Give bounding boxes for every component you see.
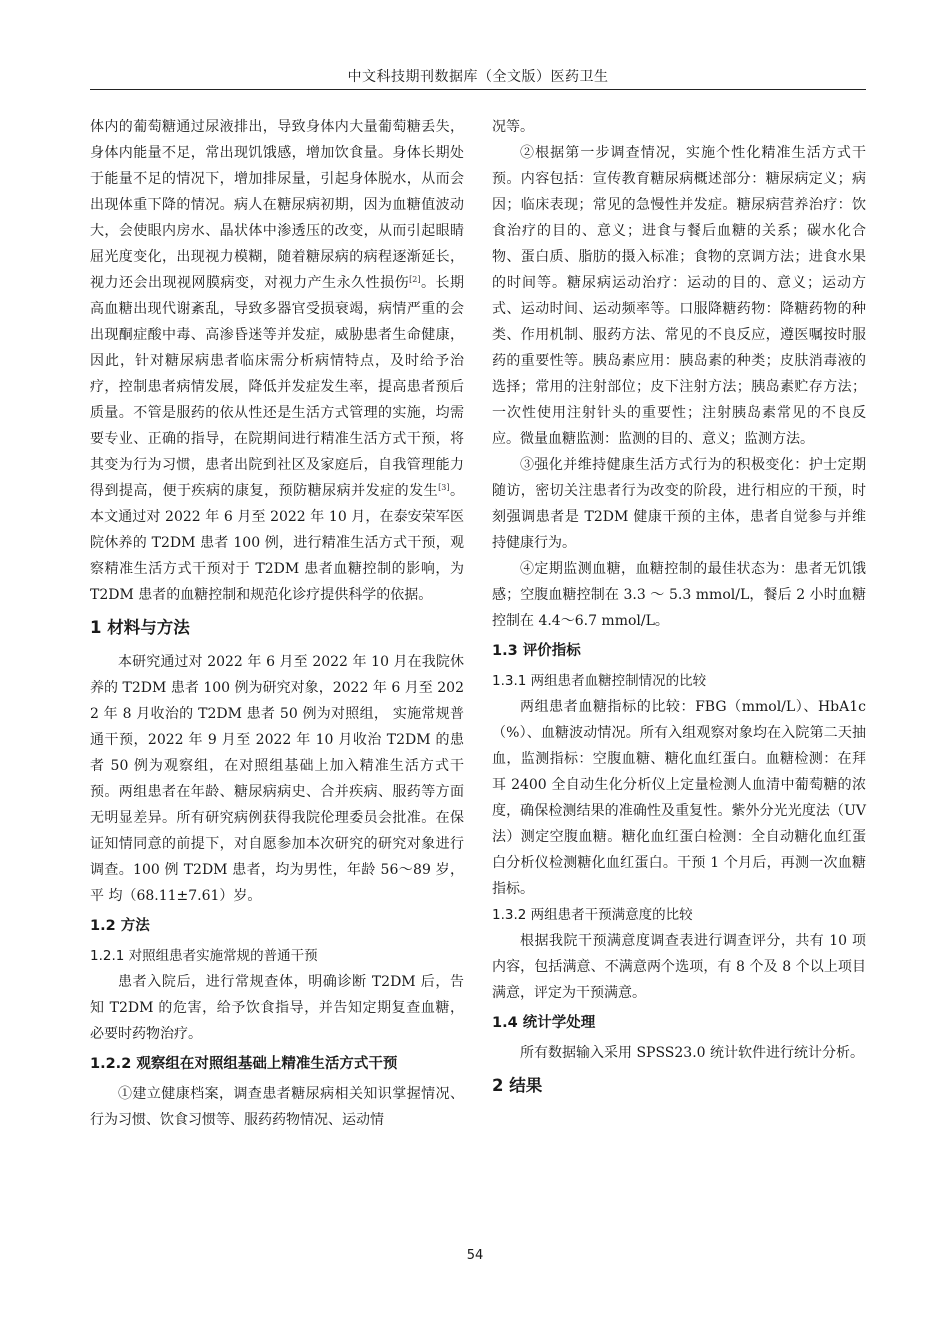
paragraph-personalized-intervention: ②根据第一步调查情况，实施个性化精准生活方式干预。内容包括：宣传教育糖尿病概述部分：糖尿病定义；病因；临床表现；常见的急慢性并发症。糖尿病营养治疗：饮食治疗的目的、意义；进食与餐后血糖的关系；碳水化合物、蛋白质、脂肪的摄入标准；食物的烹调方法；进食水果的时间等。糖尿病运动治疗：运动的目的、意义；运动方式、运动时间、运动频率等。口服降糖药物：降糖药物的种类、作用机制、服药方法、常见的不良反应，遵医嘱按时服药的重要性等。胰岛素应用：胰岛素的种类；皮肤消毒液的选择；常用的注射部位；皮下注射方法；胰岛素贮存方法；一次性使用注射针头的重要性；注射胰岛素常见的不良反应。微量血糖监测：监测的目的、意义；监测方法。 bbox=[492, 145, 866, 447]
intro-text-a: 体内的葡萄糖通过尿液排出，导致身体内大量葡萄糖丢失，身体内能量不足，常出现饥饿感，增加饮食量。身体长期处于能量不足的情况下，增加排尿量，引起身体脱水，从而会出现体重下降的情况。病人在糖尿病初期，因为血糖值波动大，会使眼内房水、晶状体中渗透压的改变，从而引起眼睛屈光度变化，出现视力模糊，随着糖尿病的病程逐渐延长，视力还会出现视网膜病变，对视力产生永久性损伤 bbox=[90, 119, 464, 291]
paragraph-satisfaction-survey: 根据我院干预满意度调查表进行调查评分，共有 10 项内容，包括满意、不满意两个选项，有 8 个及 8 个以上项目满意，评定为干预满意。 bbox=[492, 933, 866, 1001]
right-column bbox=[492, 114, 866, 1107]
section-heading-methods: 1.2 方法 bbox=[90, 918, 150, 934]
subsection-heading-control-group: 1.2.1 对照组患者实施常规的普通干预 bbox=[90, 948, 318, 964]
paragraph-statistics: 所有数据输入采用 SPSS23.0 统计软件进行统计分析。 bbox=[520, 1045, 865, 1061]
journal-header: 中文科技期刊数据库（全文版）医药卫生 bbox=[347, 69, 609, 85]
citation-ref-3: [3] bbox=[438, 483, 450, 492]
intro-paragraph bbox=[90, 114, 464, 608]
subsection-heading-glucose-comparison: 1.3.1 两组患者血糖控制情况的比较 bbox=[492, 673, 707, 689]
paragraph-glucose-indicators: 两组患者血糖指标的比较：FBG（mmol/L）、HbA1c（%）、血糖波动情况。所有入组观察对象均在入院第二天抽血，监测指标：空腹血糖、糖化血红蛋白。血糖检测：在拜耳 2400 全自动生化分析仪上定量检测人血清中葡萄糖的浓度，确保检测结果的准确性及重复性。紫外分光光度法（UV 法）测定空腹血糖。糖化血红蛋白检测：全自动糖化血红蛋白分析仪检测糖化血红蛋白。干预 1 个月后，再测一次血糖指标。 bbox=[492, 699, 866, 897]
paragraph-health-records-cont: 况等。 bbox=[492, 119, 534, 135]
section-heading-evaluation: 1.3 评价指标 bbox=[492, 643, 581, 659]
paragraph-behavior-reinforcement: ③强化并维持健康生活方式行为的积极变化：护士定期随访，密切关注患者行为改变的阶段，进行相应的干预，时刻强调患者是 T2DM 健康干预的主体，患者自觉参与并维持健康行为。 bbox=[492, 457, 866, 551]
paragraph-study-subjects: 本研究通过对 2022 年 6 月至 2022 年 10 月在我院休养的 T2DM 患者 100 例为研究对象，2022 年 6 月至 2022 年 8 月收治的 T2DM 患者 50 例为对照组， 实施常规普通干预，2022 年 9 月至 2022 年 10 月收治 T2DM 的患者 50 例为观察组，在对照组基础上加入精准生活方式干预。两组患者在年龄、糖尿病病史、合并疾病、服药等方面无明显差异。所有研究病例获得我院伦理委员会批准。在保证知情同意的前提下，对自愿参加本次研究的研究对象进行调查。100 例 T2DM 患者，均为男性，年龄 56～89 岁，平 均（68.11±7.61）岁。 bbox=[90, 654, 464, 904]
paragraph-glucose-monitoring: ④定期监测血糖，血糖控制的最佳状态为：患者无饥饿感；空腹血糖控制在 3.3 ～ 5.3 mmol/L，餐后 2 小时血糖控制在 4.4～6.7 mmol/L。 bbox=[492, 561, 866, 629]
section-heading-results: 2 结果 bbox=[492, 1076, 543, 1095]
page-number: 54 bbox=[466, 1248, 484, 1263]
header-divider bbox=[90, 89, 866, 90]
paragraph-control-intervention: 患者入院后，进行常规查体，明确诊断 T2DM 后，告知 T2DM 的危害，给予饮食指导，并告知定期复查血糖，必要时药物治疗。 bbox=[90, 974, 464, 1042]
left-column bbox=[90, 114, 464, 1133]
subsection-heading-satisfaction: 1.3.2 两组患者干预满意度的比较 bbox=[492, 907, 693, 923]
paragraph-health-records: ①建立健康档案，调查患者糖尿病相关知识掌握情况、行为习惯、饮食习惯等、服药药物情况、运动情 bbox=[90, 1086, 464, 1128]
subsection-heading-observation-group: 1.2.2 观察组在对照组基础上精准生活方式干预 bbox=[90, 1056, 398, 1072]
intro-text-c: 。本文通过对 2022 年 6 月至 2022 年 10 月，在泰安荣军医院休养的 T2DM 患者 100 例，进行精准生活方式干预，观察精准生活方式干预对于 T2DM 患者血糖控制的影响，为 T2DM 患者的血糖控制和规范化诊疗提供科学的依据。 bbox=[90, 483, 465, 603]
citation-ref-2: [2] bbox=[409, 275, 421, 284]
intro-text-b: 。长期高血糖出现代谢紊乱，导致多器官受损衰竭，病情严重的会出现酮症酸中毒、高渗昏迷等并发症，威胁患者生命健康，因此，针对糖尿病患者临床需分析病情特点，及时给予治疗，控制患者病情发展，降低并发症发生率，提高患者预后质量。不管是服药的依从性还是生活方式管理的实施，均需要专业、正确的指导，在院期间进行精准生活方式干预，将其变为行为习惯，患者出院到社区及家庭后，自我管理能力得到提高，便于疾病的康复，预防糖尿病并发症的发生 bbox=[90, 275, 465, 499]
section-heading-materials-methods: 1 材料与方法 bbox=[90, 618, 190, 637]
section-heading-statistics: 1.4 统计学处理 bbox=[492, 1015, 596, 1031]
